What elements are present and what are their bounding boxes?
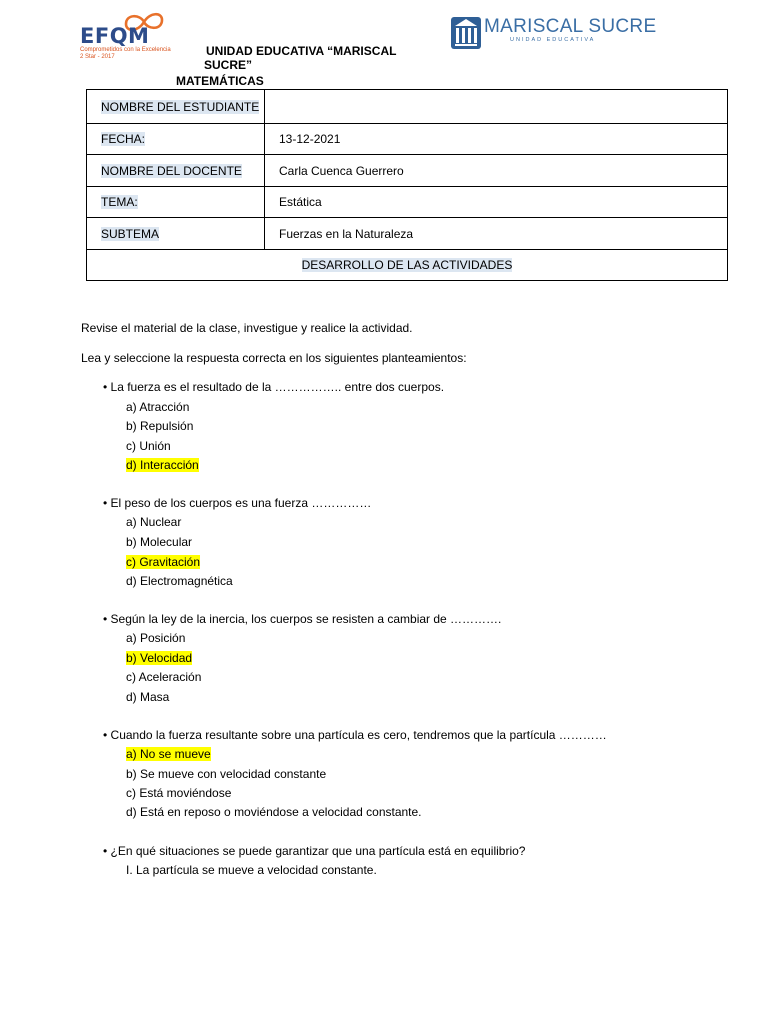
question-2-option-b: b) Molecular xyxy=(126,535,193,549)
subject-title: MATEMÁTICAS xyxy=(176,74,264,88)
activities-header: DESARROLLO DE LAS ACTIVIDADES xyxy=(301,258,513,272)
question-2-option-a: a) Nuclear xyxy=(126,515,182,529)
question-4-option-d: d) Está en reposo o moviéndose a velocidad constante. xyxy=(126,805,422,819)
instruction-2: Lea y seleccione la respuesta correcta en los siguientes planteamientos: xyxy=(81,351,467,365)
question-5-text: • ¿En qué situaciones se puede garantizar que una partícula está en equilibrio? xyxy=(103,844,526,858)
teacher-label-cell xyxy=(87,155,265,187)
activities-header-cell xyxy=(87,250,728,281)
student-name-value[interactable] xyxy=(265,90,728,124)
student-info-table xyxy=(86,89,728,281)
question-3-option-d: d) Masa xyxy=(126,690,170,704)
school-logo-name: MARISCAL SUCRE xyxy=(484,16,657,37)
teacher-label: NOMBRE DEL DOCENTE xyxy=(101,163,242,178)
instruction-1: Revise el material de la clase, investigue y realice la actividad. xyxy=(81,321,413,335)
student-name-label: NOMBRE DEL ESTUDIANTE xyxy=(101,99,260,114)
subtopic-label: SUBTEMA xyxy=(101,226,160,241)
question-1-option-a: a) Atracción xyxy=(126,400,190,414)
topic-label: TEMA: xyxy=(101,195,138,209)
question-5-option-i: I. La partícula se mueve a velocidad constante. xyxy=(126,863,377,877)
question-1-option-c: c) Unión xyxy=(126,439,171,453)
question-3-text: • Según la ley de la inercia, los cuerpos se resisten a cambiar de …………. xyxy=(103,612,502,626)
date-value: 13-12-2021 xyxy=(265,124,728,155)
school-title-line2: SUCRE” xyxy=(204,58,253,72)
student-name-label-cell xyxy=(87,90,265,124)
table-row xyxy=(87,250,728,281)
question-4-text: • Cuando la fuerza resultante sobre una partícula es cero, tendremos que la partícula ………… xyxy=(103,728,607,742)
efqm-logo-word: EFQM xyxy=(80,24,150,48)
teacher-value: Carla Cuenca Guerrero xyxy=(265,155,728,187)
efqm-logo-tagline-2: 2 Star - 2017 xyxy=(80,54,115,60)
school-building-icon xyxy=(450,14,482,50)
question-1-option-d-highlighted: d) Interacción xyxy=(126,458,199,472)
question-3-option-a: a) Posición xyxy=(126,631,186,645)
question-4-option-a-highlighted: a) No se mueve xyxy=(126,747,211,761)
question-1-text: • La fuerza es el resultado de la …………….. entre dos cuerpos. xyxy=(103,380,445,394)
question-1-option-b: b) Repulsión xyxy=(126,419,194,433)
table-row xyxy=(87,187,728,218)
topic-label-cell xyxy=(87,187,265,218)
efqm-logo-tagline-1: Comprometidos con la Excelencia xyxy=(80,47,171,53)
question-2-option-c-highlighted: c) Gravitación xyxy=(126,555,201,569)
date-label: FECHA: xyxy=(101,132,146,146)
question-4-option-b: b) Se mueve con velocidad constante xyxy=(126,767,327,781)
date-label-cell xyxy=(87,124,265,155)
question-4-option-c: c) Está moviéndose xyxy=(126,786,232,800)
question-2-option-d: d) Electromagnética xyxy=(126,574,233,588)
school-logo-subtitle: UNIDAD EDUCATIVA xyxy=(510,37,596,43)
question-2-text: • El peso de los cuerpos es una fuerza …………… xyxy=(103,496,372,510)
subtopic-label-cell xyxy=(87,218,265,250)
table-row xyxy=(87,218,728,250)
question-3-option-b-highlighted: b) Velocidad xyxy=(126,651,193,665)
table-row xyxy=(87,124,728,155)
question-3-option-c: c) Aceleración xyxy=(126,670,202,684)
school-title-line1: UNIDAD EDUCATIVA “MARISCAL xyxy=(206,44,397,58)
subtopic-value: Fuerzas en la Naturaleza xyxy=(265,218,728,250)
topic-value: Estática xyxy=(265,187,728,218)
table-row xyxy=(87,155,728,187)
table-row xyxy=(87,90,728,124)
